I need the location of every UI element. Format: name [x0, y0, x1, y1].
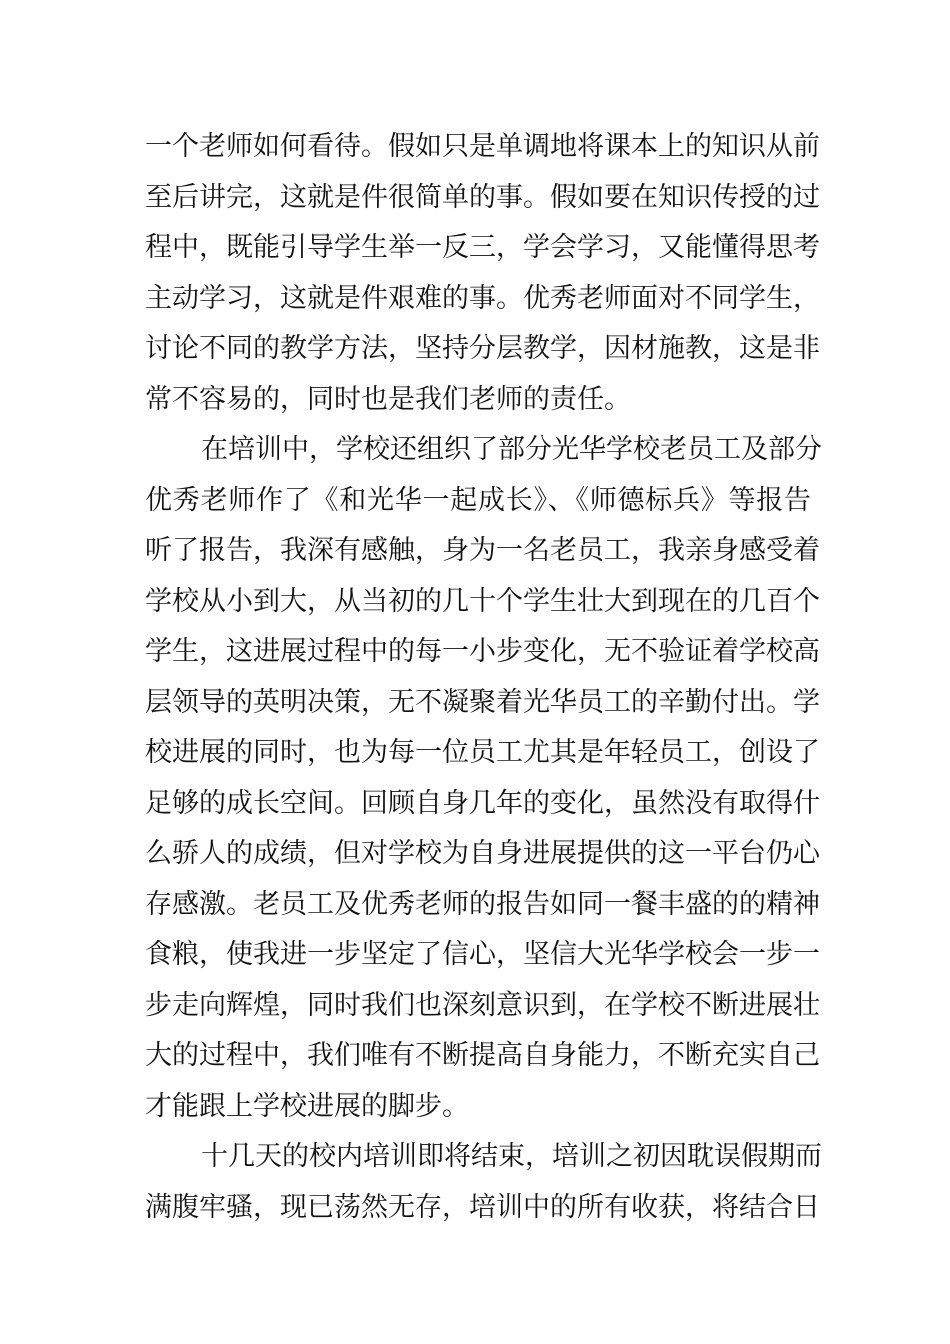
text-line: 才能跟上学校进展的脚步。 [145, 1090, 469, 1122]
text-line: 常不容易的，同时也是我们老师的责任。 [145, 383, 631, 415]
text-line: 足够的成长空间。回顾自身几年的变化，虽然没有取得什 [145, 787, 820, 819]
text-line: 存感激。老员工及优秀老师的报告如同一餐丰盛的的精神 [145, 888, 820, 920]
text-line: 讨论不同的教学方法，坚持分层教学，因材施教，这是非 [145, 333, 820, 364]
text-line: 食粮，使我进一步坚定了信心，坚信大光华学校会一步一 [145, 939, 820, 970]
text-line: 满腹牢骚，现已荡然无存，培训中的所有收获，将结合日 [145, 1191, 820, 1223]
text-line: 主动学习，这就是件艰难的事。优秀老师面对不同学生， [145, 282, 820, 314]
text-line: 优秀老师作了《和光华一起成长》、《师德标兵》等报告 [145, 484, 811, 516]
text-line: 大的过程中，我们唯有不断提高自身能力，不断充实自己 [145, 1040, 820, 1071]
text-line: 至后讲完，这就是件很简单的事。假如要在知识传授的过 [145, 181, 820, 213]
text-line: 十几天的校内培训即将结束，培训之初因耽误假期而 [201, 1141, 822, 1172]
text-line: 校进展的同时，也为每一位员工尤其是年轻员工，创设了 [145, 737, 820, 768]
body-text [145, 122, 822, 1233]
text-line: 学生，这进展过程中的每一小步变化，无不验证着学校高 [145, 636, 820, 667]
text-line: 程中，既能引导学生举一反三，学会学习，又能懂得思考 [145, 232, 820, 263]
text-line: 一个老师如何看待。假如只是单调地将课本上的知识从前 [145, 131, 820, 162]
text-line: 学校从小到大，从当初的几十个学生壮大到现在的几百个 [145, 585, 820, 617]
text-line: 么骄人的成绩，但对学校为自身进展提供的这一平台仍心 [145, 838, 820, 869]
text-line: 在培训中，学校还组织了部分光华学校老员工及部分 [201, 434, 822, 465]
text-line: 步走向辉煌，同时我们也深刻意识到，在学校不断进展壮 [145, 989, 820, 1021]
text-line: 层领导的英明决策，无不凝聚着光华员工的辛勤付出。学 [145, 686, 820, 718]
text-line: 听了报告，我深有感触，身为一名老员工，我亲身感受着 [145, 535, 820, 566]
